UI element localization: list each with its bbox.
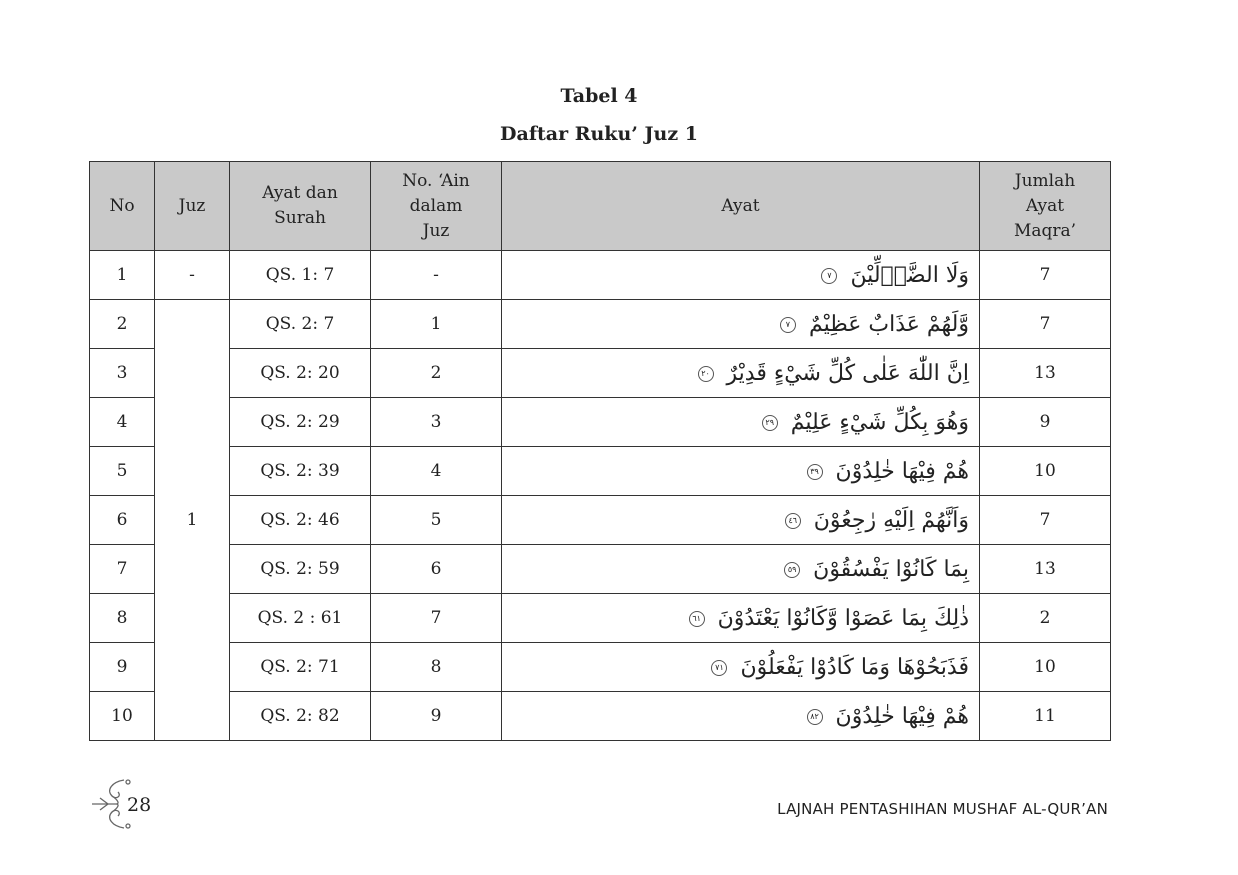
cell-juz: - [155,251,230,300]
cell-ayat [502,300,980,349]
ruku-table [89,161,1111,741]
cell-jumlah: 9 [980,398,1111,447]
header-ain [371,162,502,251]
table-row [90,496,1111,545]
ayat-text: وَلَا الضَّاۤلِّيْنَ [850,262,969,288]
cell-surah: QS. 2: 46 [230,496,371,545]
cell-ain: - [371,251,502,300]
ayat-text: هُمْ فِيْهَا خٰلِدُوْنَ [835,458,969,484]
cell-surah: QS. 2: 71 [230,643,371,692]
table-row [90,643,1111,692]
cell-ain: 2 [371,349,502,398]
cell-ayat [502,643,980,692]
cell-no: 8 [90,594,155,643]
ayat-text: هُمْ فِيْهَا خٰلِدُوْنَ [835,703,969,729]
cell-no: 7 [90,545,155,594]
publisher-footer: LAJNAH PENTASHIHAN MUSHAF AL-QUR’AN [777,800,1108,818]
cell-jumlah: 13 [980,349,1111,398]
table-title: Tabel 4 [560,85,638,107]
table-row [90,594,1111,643]
header-no: No [90,162,155,251]
ayah-end-marker: ٤٦ [785,513,801,529]
cell-surah: QS. 2: 7 [230,300,371,349]
cell-ain: 4 [371,447,502,496]
ayat-text: ذٰلِكَ بِمَا عَصَوْا وَّكَانُوْا يَعْتَدُوْنَ [717,605,969,631]
cell-surah: QS. 2: 82 [230,692,371,741]
cell-ayat [502,594,980,643]
page-number: 28 [127,794,152,816]
ayah-end-marker: ٥٩ [784,562,800,578]
cell-ain: 9 [371,692,502,741]
table-row [90,251,1111,300]
cell-no: 1 [90,251,155,300]
cell-no: 9 [90,643,155,692]
cell-ain: 5 [371,496,502,545]
ayat-text: وَاَنَّهُمْ اِلَيْهِ رٰجِعُوْنَ [813,507,969,533]
cell-no: 5 [90,447,155,496]
ayah-end-marker: ٨٢ [807,709,823,725]
cell-ayat [502,447,980,496]
ayat-text: وَهُوَ بِكُلِّ شَيْءٍ عَلِيْمٌ [790,409,969,435]
table-row [90,447,1111,496]
cell-ayat [502,545,980,594]
table-header-row [90,162,1111,251]
cell-jumlah: 2 [980,594,1111,643]
ayah-end-marker: ٣٩ [807,464,823,480]
header-jumlah [980,162,1111,251]
ayah-end-marker: ٢٩ [762,415,778,431]
cell-no: 4 [90,398,155,447]
cell-no: 2 [90,300,155,349]
cell-surah: QS. 2: 59 [230,545,371,594]
cell-no: 6 [90,496,155,545]
cell-ain: 1 [371,300,502,349]
table-row [90,300,1111,349]
table-row [90,692,1111,741]
cell-surah: QS. 2: 39 [230,447,371,496]
header-ayat: Ayat [502,162,980,251]
ayat-text: بِمَا كَانُوْا يَفْسُقُوْنَ [813,556,969,582]
cell-no: 3 [90,349,155,398]
cell-ayat [502,496,980,545]
cell-ain: 8 [371,643,502,692]
cell-jumlah: 11 [980,692,1111,741]
header-ain-text: No. ‘Ain dalam Juz [402,170,470,241]
cell-jumlah: 7 [980,496,1111,545]
cell-ain: 7 [371,594,502,643]
ayah-end-marker: ٢٠ [698,366,714,382]
ayat-text: اِنَّ اللّٰهَ عَلٰى كُلِّ شَيْءٍ قَدِيْرٌ [726,360,969,386]
cell-jumlah: 10 [980,447,1111,496]
ayah-end-marker: ٧١ [711,660,727,676]
cell-jumlah: 7 [980,300,1111,349]
cell-surah: QS. 2: 20 [230,349,371,398]
table-subtitle: Daftar Ruku’ Juz 1 [500,123,698,145]
cell-jumlah: 10 [980,643,1111,692]
header-ayat-surah-text: Ayat dan Surah [262,183,338,228]
cell-jumlah: 7 [980,251,1111,300]
cell-no: 10 [90,692,155,741]
cell-jumlah: 13 [980,545,1111,594]
ayah-end-marker: ٧ [821,268,837,284]
cell-juz-merged: 1 [155,300,230,741]
cell-surah: QS. 2 : 61 [230,594,371,643]
cell-ayat [502,349,980,398]
cell-ayat [502,251,980,300]
ayat-text: وَّلَهُمْ عَذَابٌ عَظِيْمٌ [808,311,969,337]
cell-ayat [502,692,980,741]
table-row [90,398,1111,447]
table-row [90,545,1111,594]
cell-surah: QS. 2: 29 [230,398,371,447]
header-juz: Juz [155,162,230,251]
cell-ain: 3 [371,398,502,447]
ayah-end-marker: ٧ [780,317,796,333]
table-row [90,349,1111,398]
cell-ayat [502,398,980,447]
cell-ain: 6 [371,545,502,594]
cell-surah: QS. 1: 7 [230,251,371,300]
header-ayat-surah [230,162,371,251]
ayah-end-marker: ٦١ [689,611,705,627]
header-jumlah-text: Jumlah Ayat Maqra’ [1013,170,1077,241]
ayat-text: فَذَبَحُوْهَا وَمَا كَادُوْا يَفْعَلُوْنَ [740,654,969,680]
